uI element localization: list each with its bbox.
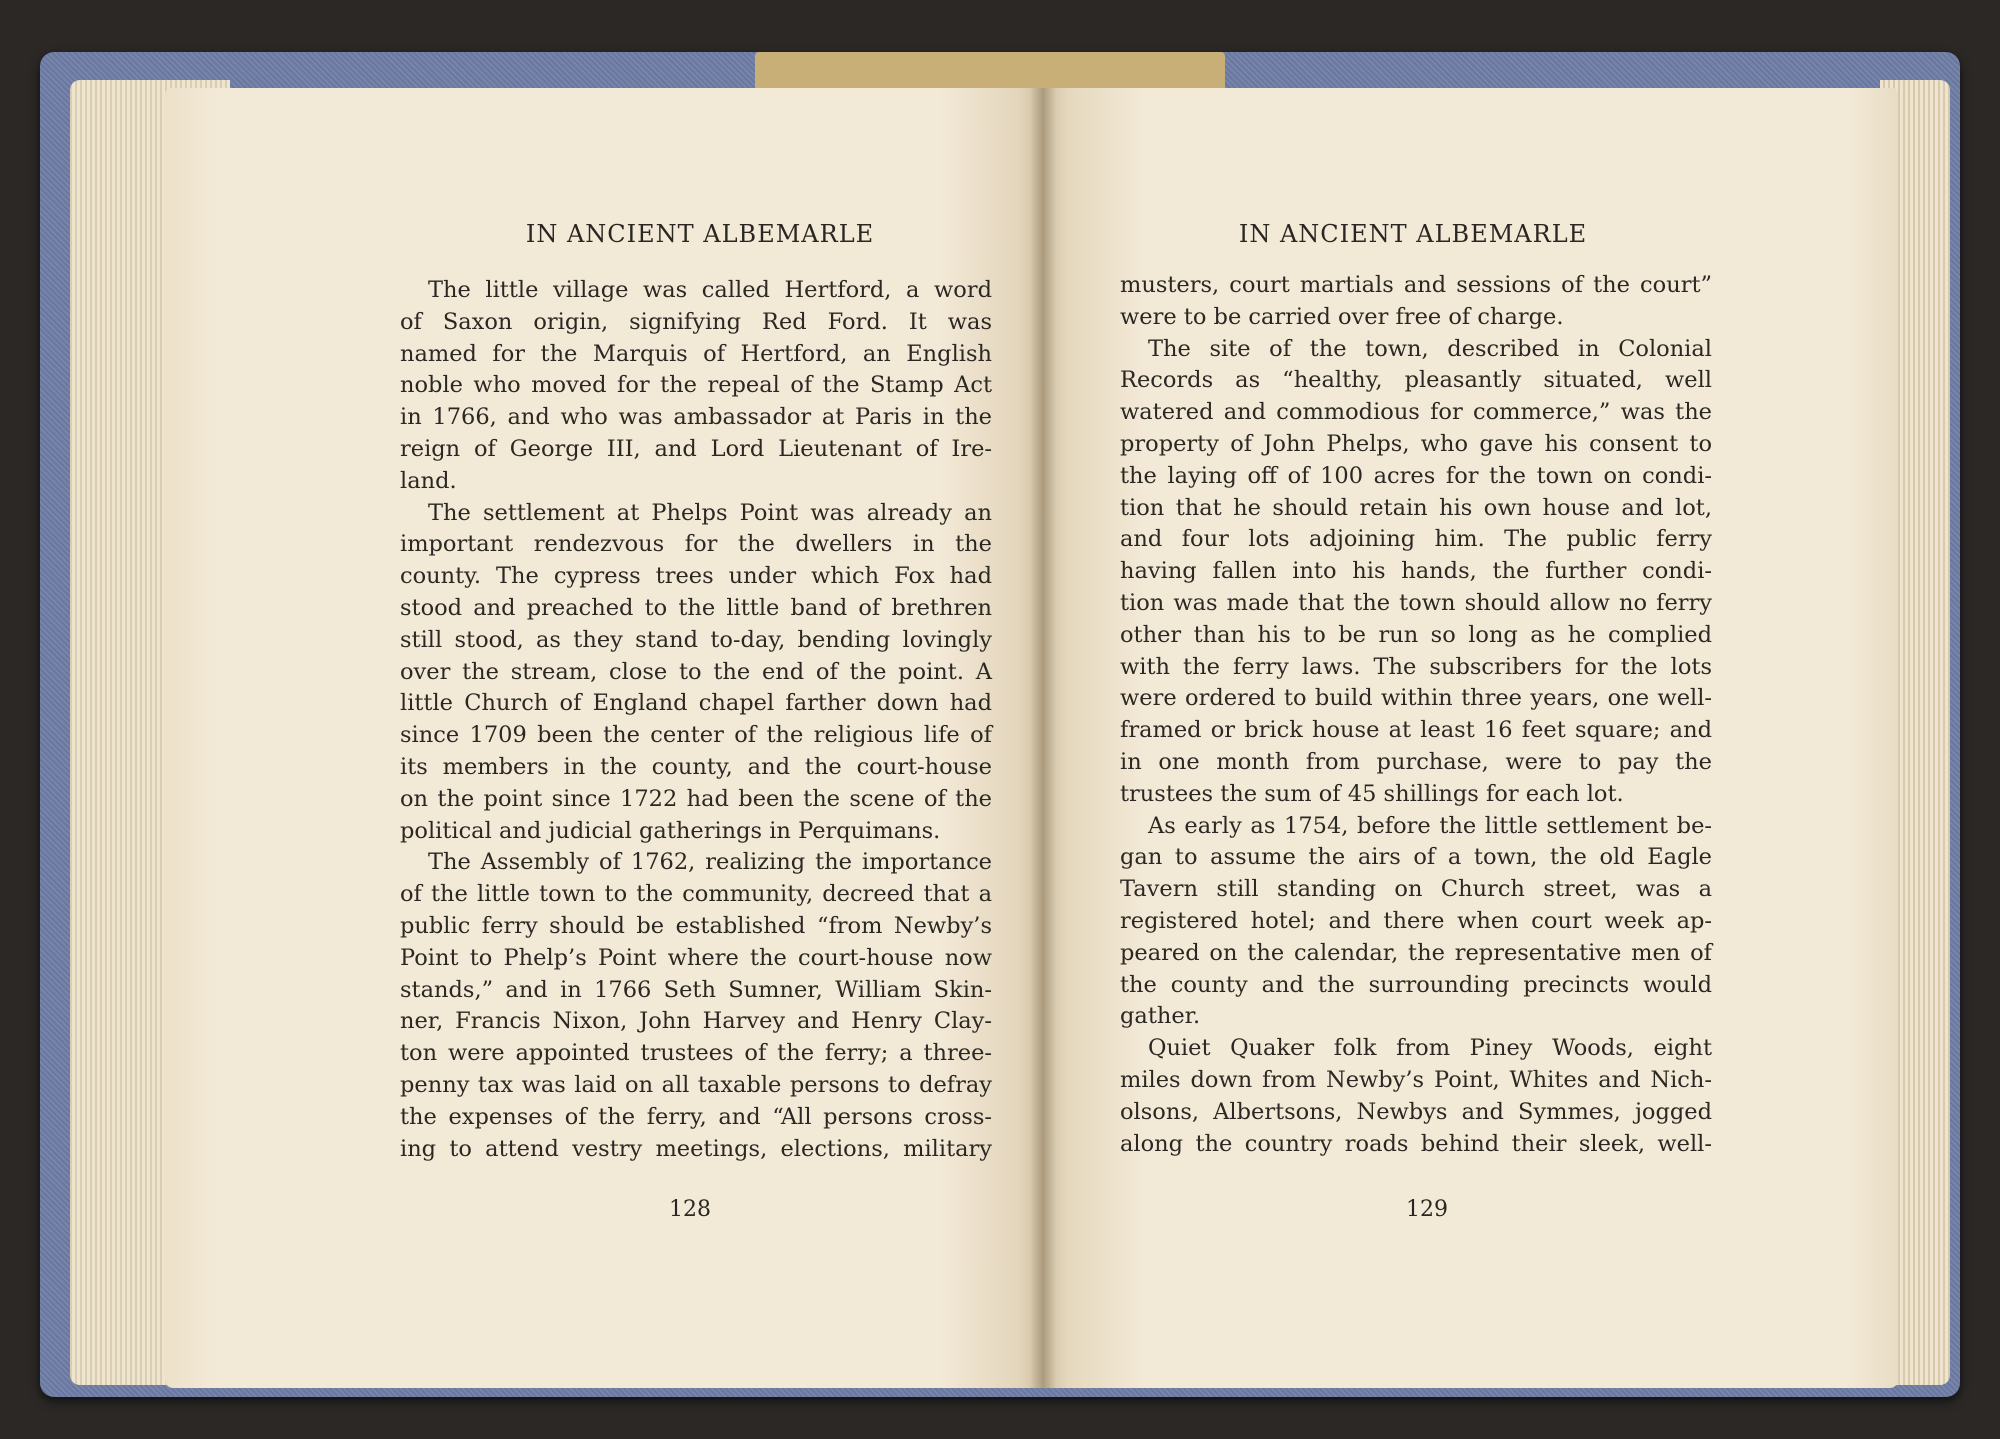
text-line: stood and preached to the little band of brethren bbox=[400, 594, 992, 621]
text-line: Tavern still standing on Church street, was a bbox=[1120, 876, 1712, 903]
text-line: along the country roads behind their sleek, well- bbox=[1120, 1130, 1712, 1157]
text-line: with the ferry laws. The subscribers for the lots bbox=[1120, 653, 1712, 680]
text-line: still stood, as they stand to-day, bending lovingly bbox=[400, 626, 992, 653]
text-line: tion that he should retain his own house and lot, bbox=[1120, 494, 1712, 521]
text-line: ner, Francis Nixon, John Harvey and Henry Clay- bbox=[400, 1008, 992, 1035]
text-line: Point to Phelp’s Point where the court-house now bbox=[400, 944, 992, 971]
left-body-text bbox=[400, 275, 992, 1165]
text-line: other than his to be run so long as he complied bbox=[1120, 621, 1712, 648]
left-running-head: IN ANCIENT ALBEMARLE bbox=[525, 220, 875, 248]
text-line: trustees the sum of 45 shillings for each lot. bbox=[1120, 780, 1624, 807]
text-line: land. bbox=[400, 467, 457, 494]
text-line: were ordered to build within three years, one well- bbox=[1120, 685, 1712, 712]
text-line: its members in the county, and the court-house bbox=[400, 753, 992, 780]
left-page-number: 128 bbox=[669, 1197, 711, 1222]
text-line: the expenses of the ferry, and “All persons cross- bbox=[400, 1103, 992, 1130]
text-line: ing to attend vestry meetings, elections, military bbox=[400, 1135, 992, 1162]
text-line: The site of the town, described in Colonial bbox=[1148, 335, 1712, 362]
text-line: public ferry should be established “from Newby’s bbox=[400, 912, 992, 939]
spine-tape bbox=[755, 52, 1225, 92]
book-gutter bbox=[1030, 88, 1056, 1388]
text-line: The settlement at Phelps Point was already an bbox=[428, 499, 992, 526]
text-line: miles down from Newby’s Point, Whites and Nich- bbox=[1120, 1066, 1712, 1093]
text-line: As early as 1754, before the little settlement be- bbox=[1148, 812, 1712, 839]
text-line: on the point since 1722 had been the scene of the bbox=[400, 785, 992, 812]
text-line: watered and commodious for commerce,” was the bbox=[1120, 399, 1712, 426]
text-line: property of John Phelps, who gave his consent to bbox=[1120, 430, 1712, 457]
text-line: noble who moved for the repeal of the Stamp Act bbox=[400, 372, 992, 399]
text-line: the laying off of 100 acres for the town on condi- bbox=[1120, 462, 1712, 489]
text-line: of the little town to the community, decreed that a bbox=[400, 881, 992, 908]
text-line: important rendezvous for the dwellers in the bbox=[400, 531, 992, 558]
text-line: The little village was called Hertford, a word bbox=[428, 277, 992, 303]
text-line: stands,” and in 1766 Seth Sumner, William Skin- bbox=[400, 976, 992, 1003]
text-line: reign of George III, and Lord Lieutenant of Ire- bbox=[400, 435, 992, 462]
text-line: since 1709 been the center of the religious life of bbox=[400, 722, 992, 749]
text-line: gather. bbox=[1120, 1003, 1201, 1030]
right-page-number: 129 bbox=[1406, 1197, 1448, 1222]
text-line: having fallen into his hands, the further condi- bbox=[1120, 558, 1712, 585]
text-line: in one month from purchase, were to pay the bbox=[1120, 748, 1712, 775]
right-running-head: IN ANCIENT ALBEMARLE bbox=[1238, 220, 1588, 248]
text-line: named for the Marquis of Hertford, an English bbox=[400, 340, 992, 367]
text-line: the county and the surrounding precincts would bbox=[1120, 971, 1712, 998]
text-line: musters, court martials and sessions of the court” bbox=[1120, 272, 1712, 298]
text-line: olsons, Albertsons, Newbys and Symmes, jogged bbox=[1120, 1098, 1712, 1125]
text-line: in 1766, and who was ambassador at Paris in the bbox=[400, 404, 992, 431]
text-line: The Assembly of 1762, realizing the importance bbox=[428, 849, 992, 876]
text-line: ton were appointed trustees of the ferry; a three- bbox=[400, 1040, 992, 1067]
text-line: registered hotel; and there when court week ap- bbox=[1120, 907, 1712, 934]
text-line: little Church of England chapel farther down had bbox=[400, 690, 992, 717]
text-line: Quiet Quaker folk from Piney Woods, eight bbox=[1148, 1035, 1712, 1062]
text-line: framed or brick house at least 16 feet square; and bbox=[1120, 717, 1712, 744]
text-line: peared on the calendar, the representative men of bbox=[1120, 939, 1712, 966]
text-line: tion was made that the town should allow no ferry bbox=[1120, 589, 1712, 616]
right-body-text bbox=[1120, 270, 1712, 1160]
text-line: were to be carried over free of charge. bbox=[1120, 303, 1564, 330]
text-line: of Saxon origin, signifying Red Ford. It was bbox=[400, 308, 992, 335]
text-line: Records as “healthy, pleasantly situated, well bbox=[1120, 367, 1712, 394]
text-line: political and judicial gatherings in Perquimans. bbox=[400, 817, 941, 844]
text-line: and four lots adjoining him. The public ferry bbox=[1120, 526, 1712, 553]
text-line: gan to assume the airs of a town, the old Eagle bbox=[1120, 844, 1712, 871]
text-line: county. The cypress trees under which Fox had bbox=[400, 563, 992, 590]
text-line: penny tax was laid on all taxable persons to defray bbox=[400, 1071, 992, 1098]
text-line: over the stream, close to the end of the point. A bbox=[400, 658, 992, 685]
